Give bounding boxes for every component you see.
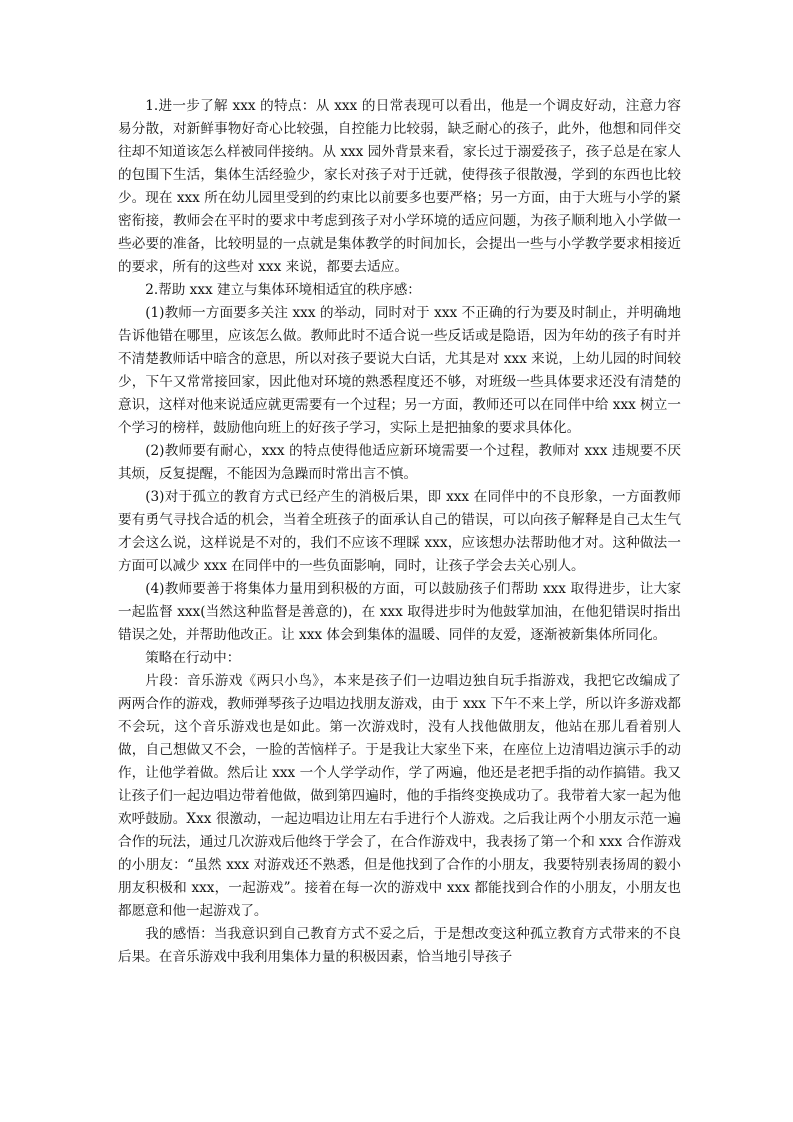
document-body xyxy=(118,95,681,969)
paragraph-music-game-episode: 片段：音乐游戏《两只小鸟》，本来是孩子们一边唱边独自玩手指游戏，我把它改编成了两两合作的游戏，教师弹琴孩子边唱边找朋友游戏，由于 xxx 下午不来上学，所以许多游戏都不会玩，这个音乐游戏也是如此。第一次游戏时，没有人找他做朋友，他站在那儿看着别人做，自己想做又不会，一脸的苦恼样子。于是我让大家坐下来，在座位上边清唱边演示手的动作，让他学着做。然后让 xxx 一个人学学动作，学了两遍，他还是老把手指的动作搞错。我又让孩子们一起边唱边带着他做，做到第四遍时，他的手指终变换成功了。我带着大家一起为他欢呼鼓励。Xxx 很激动，一起边唱边让用左右手进行个人游戏。之后我让两个小朋友示范一遍合作的玩法，通过几次游戏后他终于学会了，在合作游戏中，我表扬了第一个和 xxx 合作游戏的小朋友：“虽然 xxx 对游戏还不熟悉，但是他找到了合作的小朋友，我要特别表扬周的毅小朋友积极和 xxx，一起游戏”。接着在每一次的游戏中 xxx 都能找到合作的小朋友，小朋友也都愿意和他一起游戏了。 xyxy=(118,673,681,919)
paragraph-child-traits: 1.进一步了解 xxx 的特点：从 xxx 的日常表现可以看出，他是一个调皮好动，注意力容易分散，对新鲜事物好奇心比较强，自控能力比较弱，缺乏耐心的孩子，此外，他想和同伴交往却不知道该怎么样被同伴接纳。从 xxx 园外背景来看，家长过于溺爱孩子，孩子总是在家人的包围下生活，集体生活经验少，家长对孩子对于迁就，使得孩子很散漫，学到的东西也比较少。现在 xxx 所在幼儿园里受到的约束比以前要多也要严格；另一方面，由于大班与小学的紧密衔接，教师会在平时的要求中考虑到孩子对小学环境的适应问题，为孩子顺利地入小学做一些必要的准备，比较明显的一点就是集体教学的时间加长，会提出一些与小学教学要求相接近的要求，所有的这些对 xxx 来说，都要去适应。 xyxy=(118,98,681,275)
paragraph-help-order-heading: 2.帮助 xxx 建立与集体环境相适宜的秩序感： xyxy=(145,282,421,298)
paragraph-reflection: 我的感悟：当我意识到自己教育方式不妥之后，于是想改变这种孤立教育方式带来的不良后果。在音乐游戏中我利用集体力量的积极因素，恰当地引导孩子 xyxy=(118,926,681,965)
paragraph-strategy-heading: 策略在行动中： xyxy=(145,650,241,666)
paragraph-point-2: (2)教师要有耐心，xxx 的特点使得他适应新环境需要一个过程，教师对 xxx 违规要不厌其烦，反复提醒，不能因为急躁而时常出言不慎。 xyxy=(118,443,681,482)
paragraph-point-1: (1)教师一方面要多关注 xxx 的举动，同时对于 xxx 不正确的行为要及时制止，并明确地告诉他错在哪里，应该怎么做。教师此时不适合说一些反话或是隐语，因为年幼的孩子有时并不清楚教师话中暗含的意思，所以对孩子要说大白话，尤其是对 xxx 来说，上幼儿园的时间较少，下午又常常接回家，因此他对环境的熟悉程度还不够，对班级一些具体要求还没有清楚的意识，这样对他来说适应就更需要有一个过程；另一方面，教师还可以在同伴中给 xxx 树立一个学习的榜样，鼓励他向班上的好孩子学习，实际上是把抽象的要求具体化。 xyxy=(118,305,681,436)
paragraph-point-3: (3)对于孤立的教育方式已经产生的消极后果，即 xxx 在同伴中的不良形象，一方面教师要有勇气寻找合适的机会，当着全班孩子的面承认自己的错误，可以向孩子解释是自己太生气才会这么说，这样说是不对的，我们不应该不理睬 xxx，应该想办法帮助他才对。这种做法一方面可以减少 xxx 在同伴中的一些负面影响，同时，让孩子学会去关心别人。 xyxy=(118,489,681,574)
paragraph-point-4: (4)教师要善于将集体力量用到积极的方面，可以鼓励孩子们帮助 xxx 取得进步，让大家一起监督 xxx(当然这种监督是善意的)，在 xxx 取得进步时为他鼓掌加油，在他犯错误时指出错误之处，并帮助他改正。让 xxx 体会到集体的温暖、同伴的友爱，逐渐被新集体所同化。 xyxy=(118,581,681,643)
